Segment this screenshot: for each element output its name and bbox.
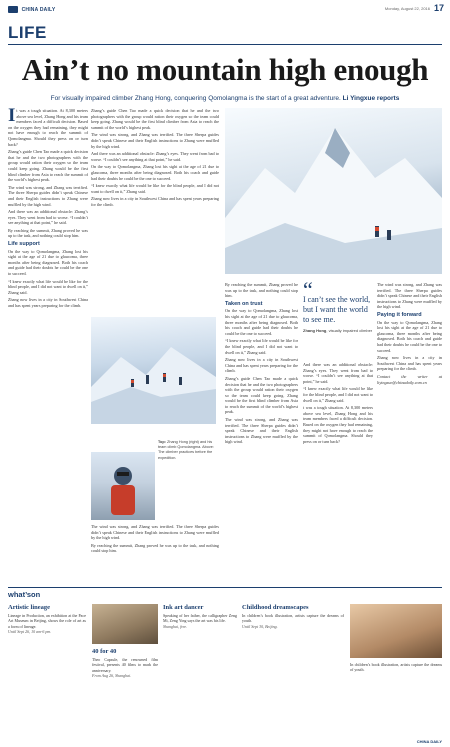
quote-text: I can’t see the world, but I want the world to see me.	[303, 295, 371, 324]
event-listing	[350, 662, 442, 736]
article-column-4	[303, 362, 373, 584]
paragraph-text: t was a tough situation. At 8,300 meters above sea level, Zhang Hong and his team members faced a difficult decision. Based on the oxygen they had remaining, they might not have enough to reach the summit of Qomolangma. Should they press on or turn back?	[8, 108, 88, 147]
paragraph-text: Zhang’s guide Chen Tao made a quick decision that he and the two photographers with the group would ration their oxygen so the team could keep going. Zhang would be the first blind climber from Asia to reach the summit of the world’s highest peak.	[91, 108, 219, 130]
page-number: 17	[433, 3, 444, 13]
quote-speaker: Zhang Hong	[303, 328, 327, 333]
article-column-3	[225, 282, 298, 584]
subsection-label: Taken on trust	[225, 300, 263, 307]
footer-logo: CHINA DAILY	[416, 739, 442, 744]
paragraph-text: By reaching the summit, Zhang proved he was up to the task, and nothing could stop him.	[8, 227, 88, 239]
issue-date: Monday, August 22, 2016	[384, 6, 430, 11]
paper-name: CHINA DAILY	[21, 6, 56, 13]
paragraph-text: On the way to Qomolangma, Zhang lost his sight at the age of 21 due to glaucoma, three months after being diagnosed. Both his coach and guide had their doubts he could be the one to succeed.	[8, 248, 88, 277]
event-info: Until Sept 30, Beijing.	[242, 623, 278, 629]
paragraph-text: The wind was strong, and Zhang was terrified. The three Sherpa guides didn’t speak Chinese and their English instructions to Zhang were muffled by the high wind.	[8, 184, 88, 207]
event-text: Lineage in Production, an exhibition at the Pace Art Museum in Beijing, shows the role of art as a form of lineage.	[8, 613, 86, 629]
section-divider	[8, 44, 442, 45]
climbers-illustration	[91, 317, 216, 424]
dropcap: I	[8, 108, 16, 126]
paragraph-text: “I knew exactly what life would be like for the blind people, and I did not want to dwell on it,” Zhang said.	[91, 183, 219, 194]
paragraph-text: Zhang now lives in a city in Southwest China and has spent years preparing for the climb.	[225, 357, 298, 374]
event-info: From Aug 26, Shanghai.	[92, 672, 132, 678]
event-text: In children’s book illustration, artists capture the dreams of youth.	[242, 613, 344, 624]
paragraph-text: By reaching the summit, Zhang proved he was up to the task, and nothing could stop him.	[225, 282, 298, 299]
event-listing	[163, 604, 237, 742]
event-text: In children’s book illustration, artists capture the dreams of youth.	[350, 662, 442, 673]
event-title: Childhood dreamscapes	[242, 604, 309, 611]
quote-mark-icon: “	[303, 277, 313, 302]
article-column-2-lower	[91, 524, 219, 584]
event-listing	[8, 604, 86, 742]
event-listing	[92, 648, 158, 742]
paragraph-text: Zhang’s guide Chen Tao made a quick decision that he and the two photographers with the group would ration their oxygen so the team could keep going. Zhang would be the first blind climber from Asia to reach the summit of the world’s highest peak.	[225, 375, 298, 415]
reporter-byline: Li Yingxue reports	[342, 95, 400, 102]
mountain-illustration	[225, 108, 442, 274]
article-column-1	[8, 108, 88, 584]
paragraph-text: Zhang now lives in a city in Southwest China and has spent years preparing for the climb.	[377, 355, 442, 372]
event-title: Ink art dancer	[163, 604, 204, 611]
climber-portrait-illustration	[91, 452, 155, 520]
event-info: Until Sept 26, 10 am-6 pm.	[8, 628, 52, 634]
subsection-label: Paying it forward	[377, 311, 422, 318]
paragraph-text: And there was an additional obstacle: Zhang’s eyes. They went from bad to worse. “I couldn’t see anything at that point,” he said.	[8, 209, 88, 226]
contact-line: Contact the writer at liyingxue@chinadaily.com.cn	[377, 373, 442, 385]
paragraph-text: Zhang’s guide Chen Tao made a quick decision that he and the two photographers with the group would ration their oxygen so the team could keep going. Zhang would be the first blind climber from Asia to reach the summit of the world’s highest peak.	[8, 149, 88, 183]
climber-portrait-photo	[91, 452, 155, 520]
event-photo	[92, 604, 158, 644]
section-title: LIFE	[8, 23, 47, 42]
whatson-heading: what’son	[8, 590, 41, 599]
masthead	[8, 6, 55, 13]
paragraph-text: t was a tough situation. At 8,300 meters above sea level, Zhang Hong and his team members faced a difficult decision. Based on the oxygen they had remaining, they might not have enough to reach the summit of Qomolangma. Should they press on or turn back?	[303, 405, 373, 444]
subhead-text: For visually impaired climber Zhang Hong, conquering Qomolangma is the start of a great adventure.	[50, 95, 341, 102]
quote-role: visually impaired climber	[328, 328, 373, 333]
caption-label: Top:	[158, 440, 166, 444]
climbers-photo	[91, 317, 216, 424]
paragraph-text: Zhang now lives in a city in Southwest China and has spent years preparing for the climb.	[8, 297, 88, 308]
pull-quote	[303, 277, 373, 333]
article-column-2	[91, 108, 219, 313]
summit-photo	[225, 108, 442, 274]
paragraph-text: “I knew exactly what life would be like for the blind people, and I did not want to dwell on it,” Zhang said.	[8, 278, 88, 295]
quote-attribution: Zhang Hong, visually impaired climber	[303, 328, 373, 333]
paragraph-text: The wind was strong, and Zhang was terrified. The three Sherpa guides didn’t speak Chinese and their English instructions to Zhang were muffled by the high wind.	[91, 524, 219, 541]
paragraph-text: The wind was strong, and Zhang was terrified. The three Sherpa guides didn’t speak Chinese and their English instructions to Zhang were muffled by the high wind.	[91, 132, 219, 149]
article-column-5	[377, 282, 442, 584]
top-bar	[0, 0, 450, 20]
paragraph-text: The wind was strong, and Zhang was terrified. The three Sherpa guides didn’t speak Chinese and their English instructions to Zhang were muffled by the high wind.	[377, 282, 442, 310]
photo-caption	[158, 440, 216, 461]
subsection-label: Life support	[8, 241, 40, 248]
event-text: Speaking of her father, the calligrapher Zeng Mi, Zeng Ying says the art was his life.	[163, 613, 237, 624]
paragraph-text: Zhang now lives in a city in Southwest China and has spent years preparing for the climb.	[91, 196, 219, 207]
paragraph-text: “I knew exactly what life would be like for the blind people, and I did not want to dwell on it,” Zhang said.	[303, 386, 373, 403]
paragraph-text: On the way to Qomolangma, Zhang lost his sight at the age of 21 due to glaucoma, three months after being diagnosed. Both his coach and guide had their doubts he could be the one to succeed.	[225, 308, 298, 336]
event-title: Artistic lineage	[8, 604, 51, 611]
event-photo	[350, 604, 442, 658]
paragraph-text: On the way to Qomolangma, Zhang lost his sight at the age of 21 due to glaucoma, three months after being diagnosed. Both his coach and guide had their doubts he could be the one to succeed.	[91, 164, 219, 181]
caption-text: Zhang Hong (right) and his team climb Qomolangma. Above: The climber practices before the expedition.	[158, 440, 214, 460]
subhead	[0, 95, 450, 102]
event-text: Theo Capsule, the renowned film festival, presents 40 films to mark the anniversary.	[92, 657, 158, 673]
paragraph-text: The wind was strong, and Zhang was terrified. The three Sherpa guides didn’t speak Chinese and their English instructions to Zhang were muffled by the high wind.	[225, 417, 298, 445]
whatson-divider	[8, 587, 442, 588]
paragraph-text: By reaching the summit, Zhang proved he was up to the task, and nothing could stop him.	[91, 542, 219, 554]
headline: Ain’t no mountain high enough	[21, 52, 429, 87]
paragraph-text: And there was an additional obstacle: Zhang’s eyes. They went from bad to worse. “I couldn’t see anything at that point,” he said.	[91, 151, 219, 162]
event-info: Shanghai, free.	[163, 623, 188, 629]
paragraph-text: “I knew exactly what life would be like for the blind people, and I did not want to dwell on it,” Zhang said.	[225, 338, 298, 355]
paragraph-text: And there was an additional obstacle: Zhang’s eyes. They went from bad to worse. “I couldn’t see anything at that point,” he said.	[303, 362, 373, 384]
first-paragraph	[8, 108, 88, 147]
event-title: 40 for 40	[92, 648, 117, 655]
paragraph-text: On the way to Qomolangma, Zhang lost his sight at the age of 21 due to glaucoma, three months after being diagnosed. Both his coach and guide had their doubts he could be the one to succeed.	[377, 319, 442, 353]
newspaper-logo-icon	[8, 6, 18, 13]
event-listing	[242, 604, 344, 742]
